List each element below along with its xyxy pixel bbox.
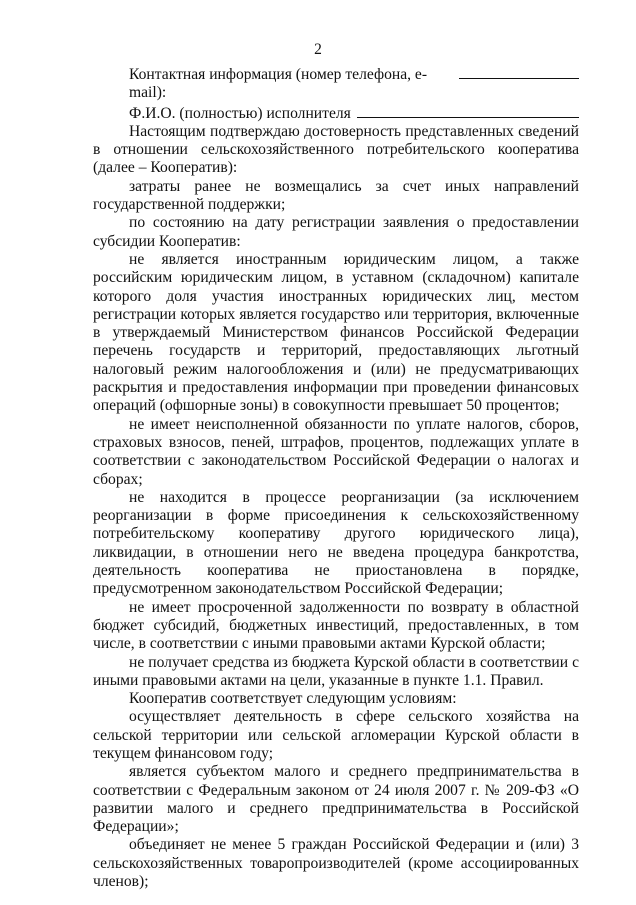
paragraph-not-foreign: не является иностранным юридическим лицом, а также российским юридическим лицом, в уставном (складочном) капитале которого доля участия иностранных юридических лиц, местом регистрации которых является государство или территория, включенные в утверждаемый Министерством финансов Российской Федерации перечень государств и территорий, предоставляющих льготный налоговый режим налогообложения и (или) не предусматривающих раскрытия и предоставления информации при проведении финансовых операций (офшорные зоны) в совокупности превышает 50 процентов; xyxy=(93,250,579,415)
paragraph-no-tax-debt: не имеет неисполненной обязанности по уплате налогов, сборов, страховых взносов, пеней, штрафов, процентов, подлежащих уплате в соответствии с законодательством Российской Федерации о налогах и сборах; xyxy=(93,415,579,488)
executor-name-field xyxy=(93,103,579,123)
paragraph-costs: затраты ранее не возмещались за счет иных направлений государственной поддержки; xyxy=(93,177,579,214)
paragraph-conditions-intro: Кооператив соответствует следующим условиям: xyxy=(129,690,457,708)
paragraph-agriculture-activity: осуществляет деятельность в сфере сельского хозяйства на сельской территории или сельской агломерации Курской области в текущем финансовом году; xyxy=(93,708,579,762)
paragraph-no-other-funds: не получает средства из бюджета Курской области в соответствии с иными правовыми актами на цели, указанные в пункте 1.1. Правил. xyxy=(93,653,579,689)
executor-name-blank xyxy=(357,103,579,118)
paragraph-membership: объединяет не менее 5 граждан Российской Федерации и (или) 3 сельскохозяйственных товаропроизводителей (кроме ассоциированных членов); xyxy=(93,836,579,891)
paragraph-confirmation: Настоящим подтверждаю достоверность представленных сведений в отношении сельскохозяйственного потребительского кооператива (далее – Кооператив): xyxy=(93,122,579,177)
document-body xyxy=(93,64,579,891)
contact-info-blank xyxy=(459,64,579,79)
paragraph-no-reorganization: не находится в процессе реорганизации (за исключением реорганизации в форме присоединения к сельскохозяйственному потребительскому кооперативу другого юридического лица), ликвидации, в отношении него не введена процедура банкротства, деятельность кооператива не приостановлена в порядке, предусмотренном законодательством Российской Федерации; xyxy=(93,488,579,598)
paragraph-no-overdue-debt: не имеет просроченной задолженности по возврату в областной бюджет субсидий, бюджетных инвестиций, предоставленных, в том числе, в соответствии с иными правовыми актами Курской области; xyxy=(93,598,579,653)
page-number: 2 xyxy=(314,41,322,58)
contact-info-field xyxy=(93,64,579,103)
contact-info-label: Контактная информация (номер телефона, e-mail): xyxy=(129,66,428,102)
paragraph-small-business: является субъектом малого и среднего предпринимательства в соответствии с Федеральным законом от 24 июля 2007 г. № 209-ФЗ «О развитии малого и среднего предпринимательства в Российской Федерации»; xyxy=(93,763,579,836)
executor-name-label: Ф.И.О. (полностью) исполнителя xyxy=(129,104,351,122)
paragraph-registration-date: по состоянию на дату регистрации заявления о предоставлении субсидии Кооператив: xyxy=(93,214,579,250)
